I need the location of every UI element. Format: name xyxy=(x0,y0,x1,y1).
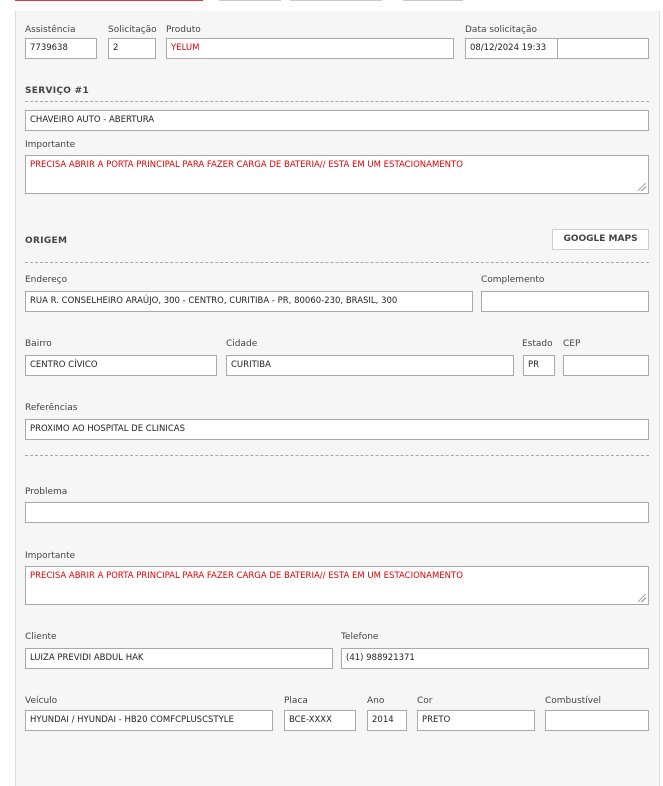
combustivel-label: Combustível xyxy=(545,696,602,706)
endereco-field[interactable]: RUA R. CONSELHEIRO ARAÚJO, 300 - CENTRO, CURITIBA - PR, 80060-230, BRASIL, 300 xyxy=(25,291,473,312)
complemento-field[interactable] xyxy=(481,291,649,312)
solicitacao-field[interactable]: 2 xyxy=(108,38,156,59)
section-divider xyxy=(25,455,649,456)
combustivel-field[interactable] xyxy=(545,710,649,731)
endereco-label: Endereço xyxy=(25,275,68,285)
servico-importante-text: PRECISA ABRIR A PORTA PRINCIPAL PARA FAZER CARGA DE BATERIA// ESTA EM UM ESTACIONAMENTO xyxy=(30,160,463,170)
problema-label: Problema xyxy=(25,487,68,497)
importante-label: Importante xyxy=(25,551,76,561)
section-divider xyxy=(25,101,649,102)
cidade-label: Cidade xyxy=(226,339,258,349)
assistencia-field[interactable]: 7739638 xyxy=(25,38,97,59)
telefone-label: Telefone xyxy=(341,632,379,642)
ano-label: Ano xyxy=(367,696,385,706)
bairro-field[interactable]: CENTRO CÍVICO xyxy=(25,355,217,376)
placa-field[interactable]: BCE-XXXX xyxy=(284,710,356,731)
resize-grip-icon[interactable] xyxy=(638,594,646,602)
servico-importante-label: Importante xyxy=(25,140,76,150)
cliente-field[interactable]: LUIZA PREVIDI ABDUL HAK xyxy=(25,648,333,669)
problema-field[interactable] xyxy=(25,502,649,523)
servico-importante-textarea[interactable] xyxy=(25,155,649,194)
cidade-field[interactable]: CURITIBA xyxy=(226,355,514,376)
complemento-label: Complemento xyxy=(481,275,545,285)
cor-label: Cor xyxy=(417,696,433,706)
top-tab-4[interactable] xyxy=(403,0,463,1)
section-divider xyxy=(25,262,649,263)
importante-text: PRECISA ABRIR A PORTA PRINCIPAL PARA FAZER CARGA DE BATERIA// ESTA EM UM ESTACIONAMENTO xyxy=(30,571,463,581)
cep-field[interactable] xyxy=(563,355,649,376)
importante-textarea[interactable] xyxy=(25,566,649,605)
cep-label: CEP xyxy=(563,339,581,349)
assistencia-label: Assistência xyxy=(25,25,76,35)
solicitacao-label: Solicitação xyxy=(108,25,157,35)
origem-title: ORIGEM xyxy=(25,236,68,246)
placa-label: Placa xyxy=(284,696,308,706)
telefone-field[interactable]: (41) 988921371 xyxy=(341,648,649,669)
referencias-field[interactable]: PROXIMO AO HOSPITAL DE CLINICAS xyxy=(25,419,649,440)
google-maps-button[interactable]: GOOGLE MAPS xyxy=(552,229,649,250)
resize-grip-icon[interactable] xyxy=(638,183,646,191)
bairro-label: Bairro xyxy=(25,339,52,349)
cliente-label: Cliente xyxy=(25,632,57,642)
data-solicitacao-extra-field[interactable] xyxy=(557,38,649,59)
data-solicitacao-label: Data solicitação xyxy=(465,25,538,35)
veiculo-label: Veículo xyxy=(25,696,58,706)
estado-field[interactable]: PR xyxy=(523,355,555,376)
top-tab-active[interactable] xyxy=(15,0,203,1)
top-tab-3[interactable] xyxy=(290,0,382,1)
referencias-label: Referências xyxy=(25,403,78,413)
ano-field[interactable]: 2014 xyxy=(367,710,407,731)
cor-field[interactable]: PRETO xyxy=(417,710,535,731)
top-tab-2[interactable] xyxy=(219,0,281,1)
veiculo-field[interactable]: HYUNDAI / HYUNDAI - HB20 COMFCPLUSCSTYLE xyxy=(25,710,273,731)
estado-label: Estado xyxy=(522,339,553,349)
produto-label: Produto xyxy=(166,25,201,35)
produto-field[interactable]: YELUM xyxy=(166,38,454,59)
servico-field[interactable]: CHAVEIRO AUTO - ABERTURA xyxy=(25,110,649,131)
data-solicitacao-field[interactable]: 08/12/2024 19:33 xyxy=(465,38,558,59)
servico-title: SERVIÇO #1 xyxy=(25,86,90,96)
